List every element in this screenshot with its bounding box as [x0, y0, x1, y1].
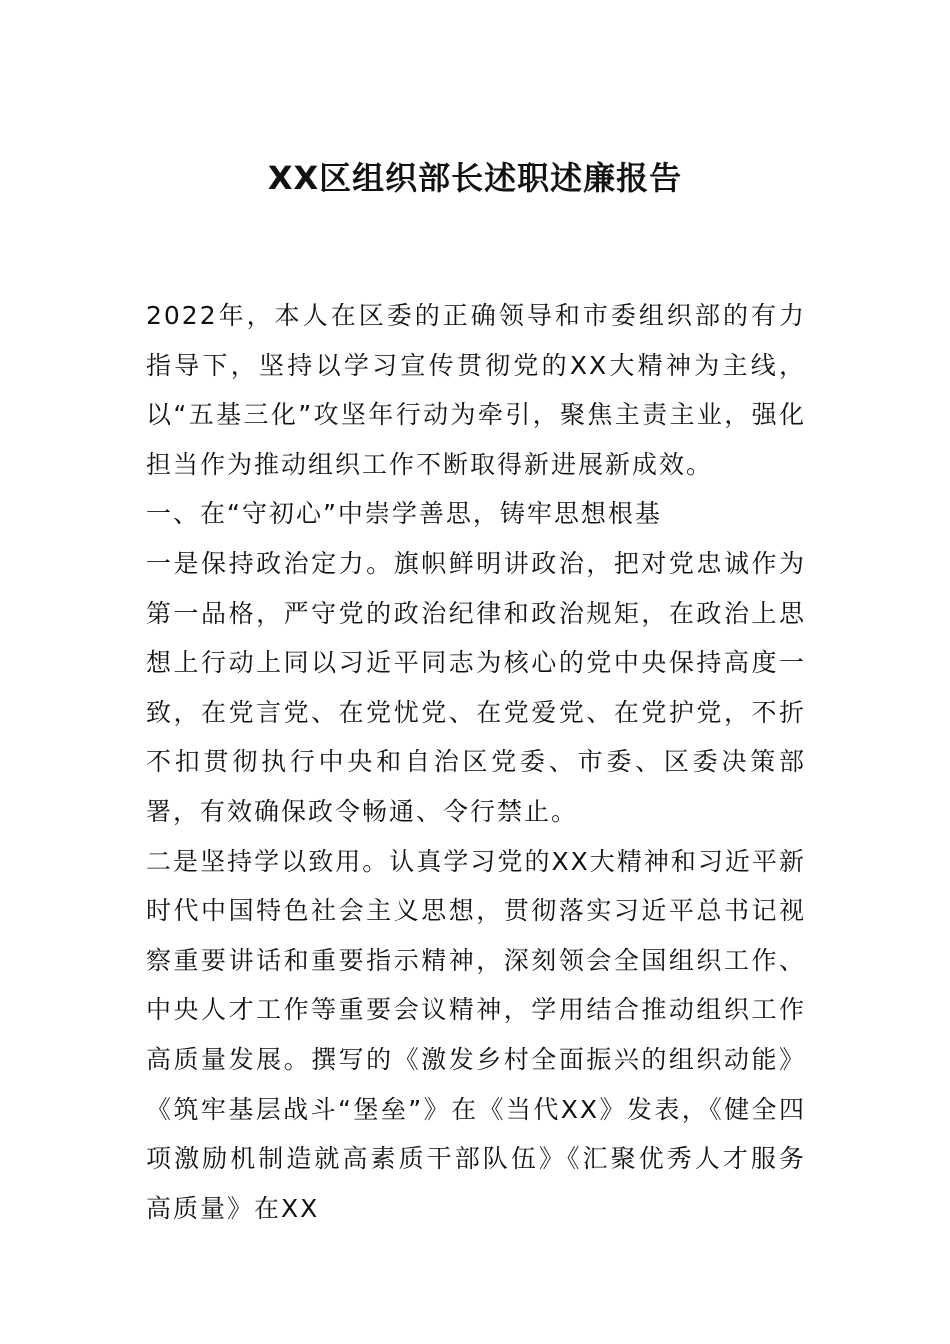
- document-title: XX区组织部长述职述廉报告: [267, 159, 683, 197]
- paragraph-study-application: 二是坚持学以致用。认真学习党的XX大精神和习近平新时代中国特色社会主义思想，贯彻落实习近平总书记视察重要讲话和重要指示精神，深刻领会全国组织工作、中央人才工作等重要会议精神，学用结合推动组织工作高质量发展。撰写的《激发乡村全面振兴的组织动能》《筑牢基层战斗“堡垒”》在《当代XX》发表，《健全四项激励机制造就高素质干部队伍》《汇聚优秀人才服务高质量》在XX: [146, 846, 806, 1223]
- paragraph-intro: 2022年，本人在区委的正确领导和市委组织部的有力指导下，坚持以学习宣传贯彻党的XX大精神为主线，以“五基三化”攻坚年行动为牵引，聚焦主责主业，强化担当作为推动组织工作不断取得新进展新成效。: [146, 301, 806, 479]
- paragraph-political-stance: 一是保持政治定力。旗帜鲜明讲政治，把对党忠诚作为第一品格，严守党的政治纪律和政治规矩，在政治上思想上行动上同以习近平同志为核心的党中央保持高度一致，在党言党、在党忧党、在党爱党、在党护党，不折不扣贯彻执行中央和自治区党委、市委、区委决策部署，有效确保政令畅通、令行禁止。: [146, 548, 806, 826]
- document-body: [146, 291, 806, 1233]
- section-heading-1: 一、在“守初心”中崇学善思，铸牢思想根基: [146, 499, 662, 529]
